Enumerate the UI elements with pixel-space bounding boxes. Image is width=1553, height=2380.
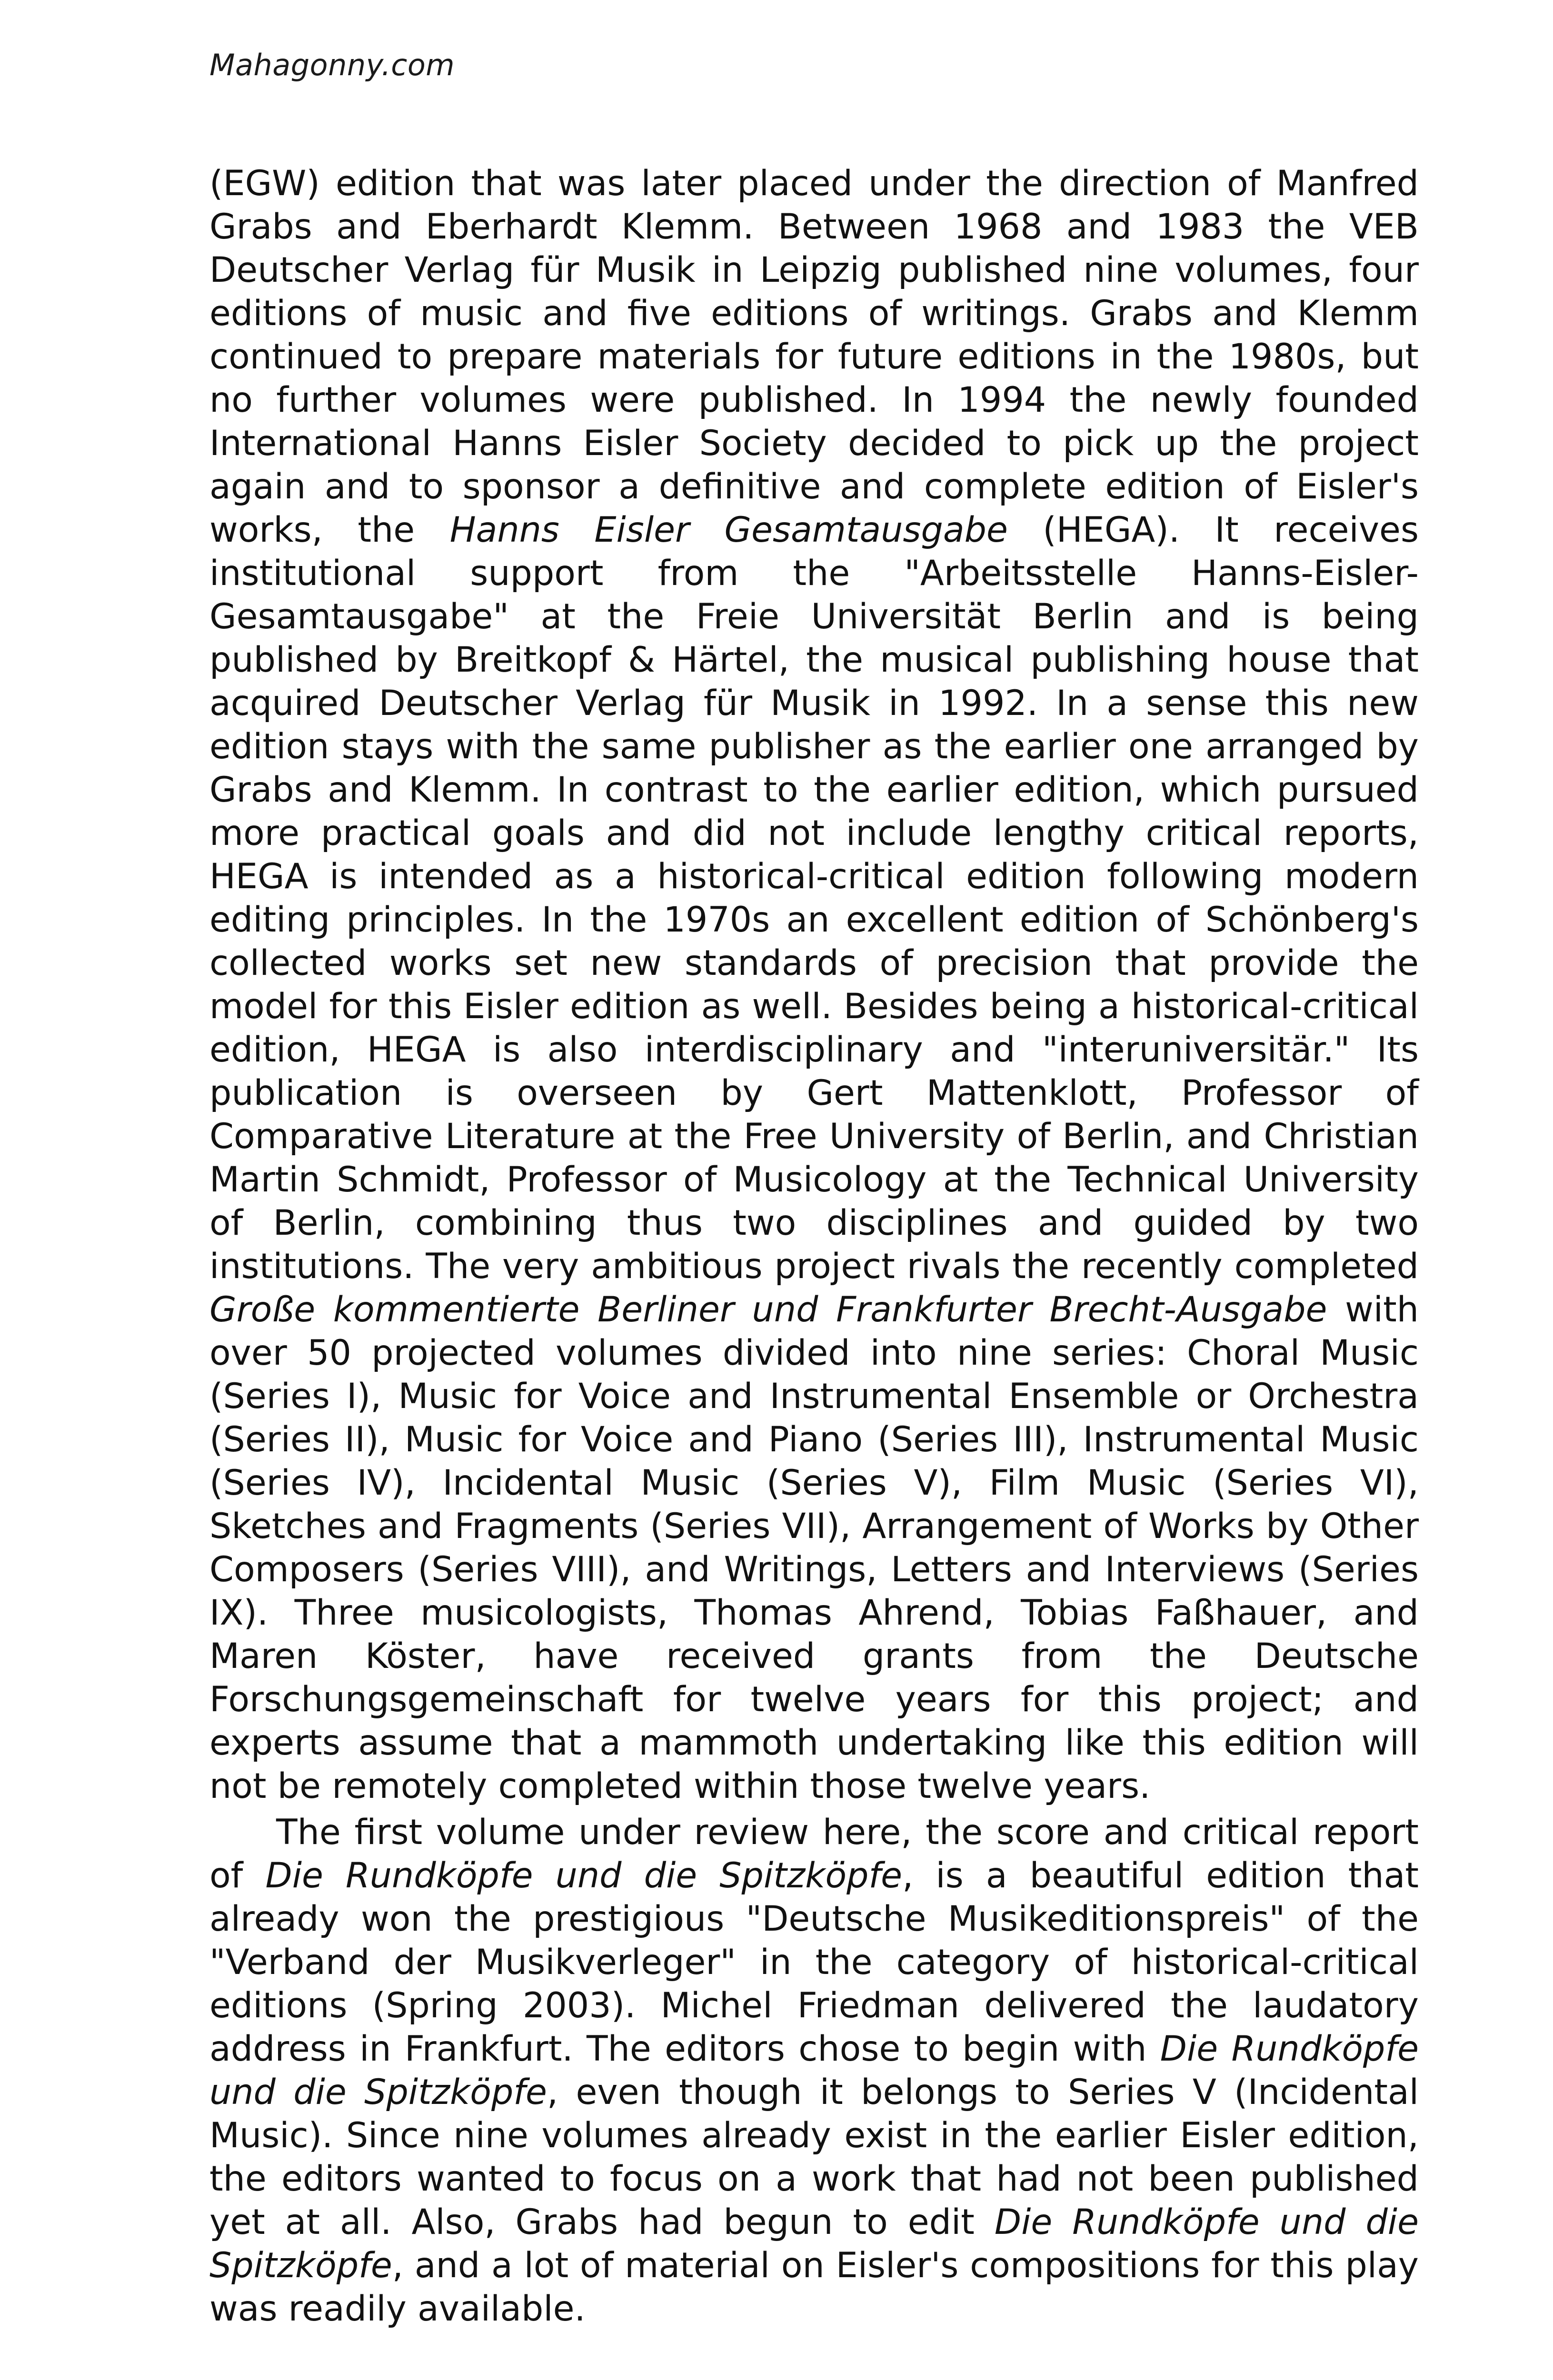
- paragraph-1-text-3: with over 50 projected volumes divided into nine series: Choral Music (Series I), Music for Voice and Instrumental Ensemble or Orchestra (Series II), Music for Voice and Piano (Series III), Instrumental Music (Series IV), Incidental Music (Series V), Film Music (Series VI), Sketches and Fragments (Series VII), Arrangement of Works by Other Composers (Series VIII), and Writings, Letters and Interviews (Series IX). Three musicologists, Thomas Ahrend, Tobias Faßhauer, and Maren Köster, have received grants from the Deutsche Forschungsgemeinschaft for twelve years for this project; and experts assume that a mammoth undertaking like this edition will not be remotely completed within those twelve years.: [209, 1289, 1419, 1806]
- paragraph-2-italic-title-3: Die Rundköpfe und die Spitzköpfe: [209, 2202, 1419, 2286]
- paragraph-1-italic-title-2: Große kommentierte Berliner und Frankfurter Brecht-Ausgabe: [209, 1289, 1327, 1330]
- paragraph-2-text-2: , is a beautiful edition that already won the prestigious "Deutsche Musikeditionspreis" of the "Verband der Musikverleger" in the category of historical-critical editions (Spring 2003). Michel Friedman delivered the laudatory address in Frankfurt. The editors chose to begin with: [209, 1855, 1419, 2069]
- body-text: [209, 162, 1419, 2330]
- paragraph-1: [209, 162, 1419, 1808]
- paragraph-1-text-2: (HEGA). It receives institutional support from the "Arbeitsstelle Hanns-Eisler-Gesamtausgabe" at the Freie Universität Berlin and is being published by Breitkopf & Härtel, the musical publishing house that acquired Deutscher Verlag für Musik in 1992. In a sense this new edition stays with the same publisher as the earlier one arranged by Grabs and Klemm. In contrast to the earlier edition, which pursued more practical goals and did not include lengthy critical reports, HEGA is intended as a historical-critical edition following modern editing principles. In the 1970s an excellent edition of Schönberg's collected works set new standards of precision that provide the model for this Eisler edition as well. Besides being a historical-critical edition, HEGA is also interdisciplinary and "interuniversitär." Its publication is overseen by Gert Mattenklott, Professor of Comparative Literature at the Free University of Berlin, and Christian Martin Schmidt, Professor of Musicology at the Technical University of Berlin, combining thus two disciplines and guided by two institutions. The very ambitious project rivals the recently completed: [209, 510, 1419, 1287]
- paragraph-2-italic-title-2: Die Rundköpfe und die Spitzköpfe: [209, 2029, 1419, 2112]
- paragraph-2-text-1: The first volume under review here, the score and critical report of: [209, 1812, 1419, 1896]
- paragraph-1-text-1: (EGW) edition that was later placed under the direction of Manfred Grabs and Eberhardt Klemm. Between 1968 and 1983 the VEB Deutscher Verlag für Musik in Leipzig published nine volumes, four editions of music and five editions of writings. Grabs and Klemm continued to prepare materials for future editions in the 1980s, but no further volumes were published. In 1994 the newly founded International Hanns Eisler Society decided to pick up the project again and to sponsor a definitive and complete edition of Eisler's works, the: [209, 163, 1419, 550]
- paragraph-2-text-3: , even though it belongs to Series V (Incidental Music). Since nine volumes already exist in the earlier Eisler edition, the editors wanted to focus on a work that had not been published yet at all. Also, Grabs had begun to edit: [209, 2072, 1419, 2242]
- paragraph-2-text-4: , and a lot of material on Eisler's compositions for this play was readily available.: [209, 2245, 1419, 2329]
- paragraph-2: [209, 1811, 1419, 2330]
- paragraph-1-italic-title-1: Hanns Eisler Gesamtausgabe: [449, 510, 1008, 550]
- paragraph-2-italic-title-1: Die Rundköpfe und die Spitzköpfe: [265, 1855, 903, 1896]
- running-head: Mahagonny.com: [209, 48, 455, 82]
